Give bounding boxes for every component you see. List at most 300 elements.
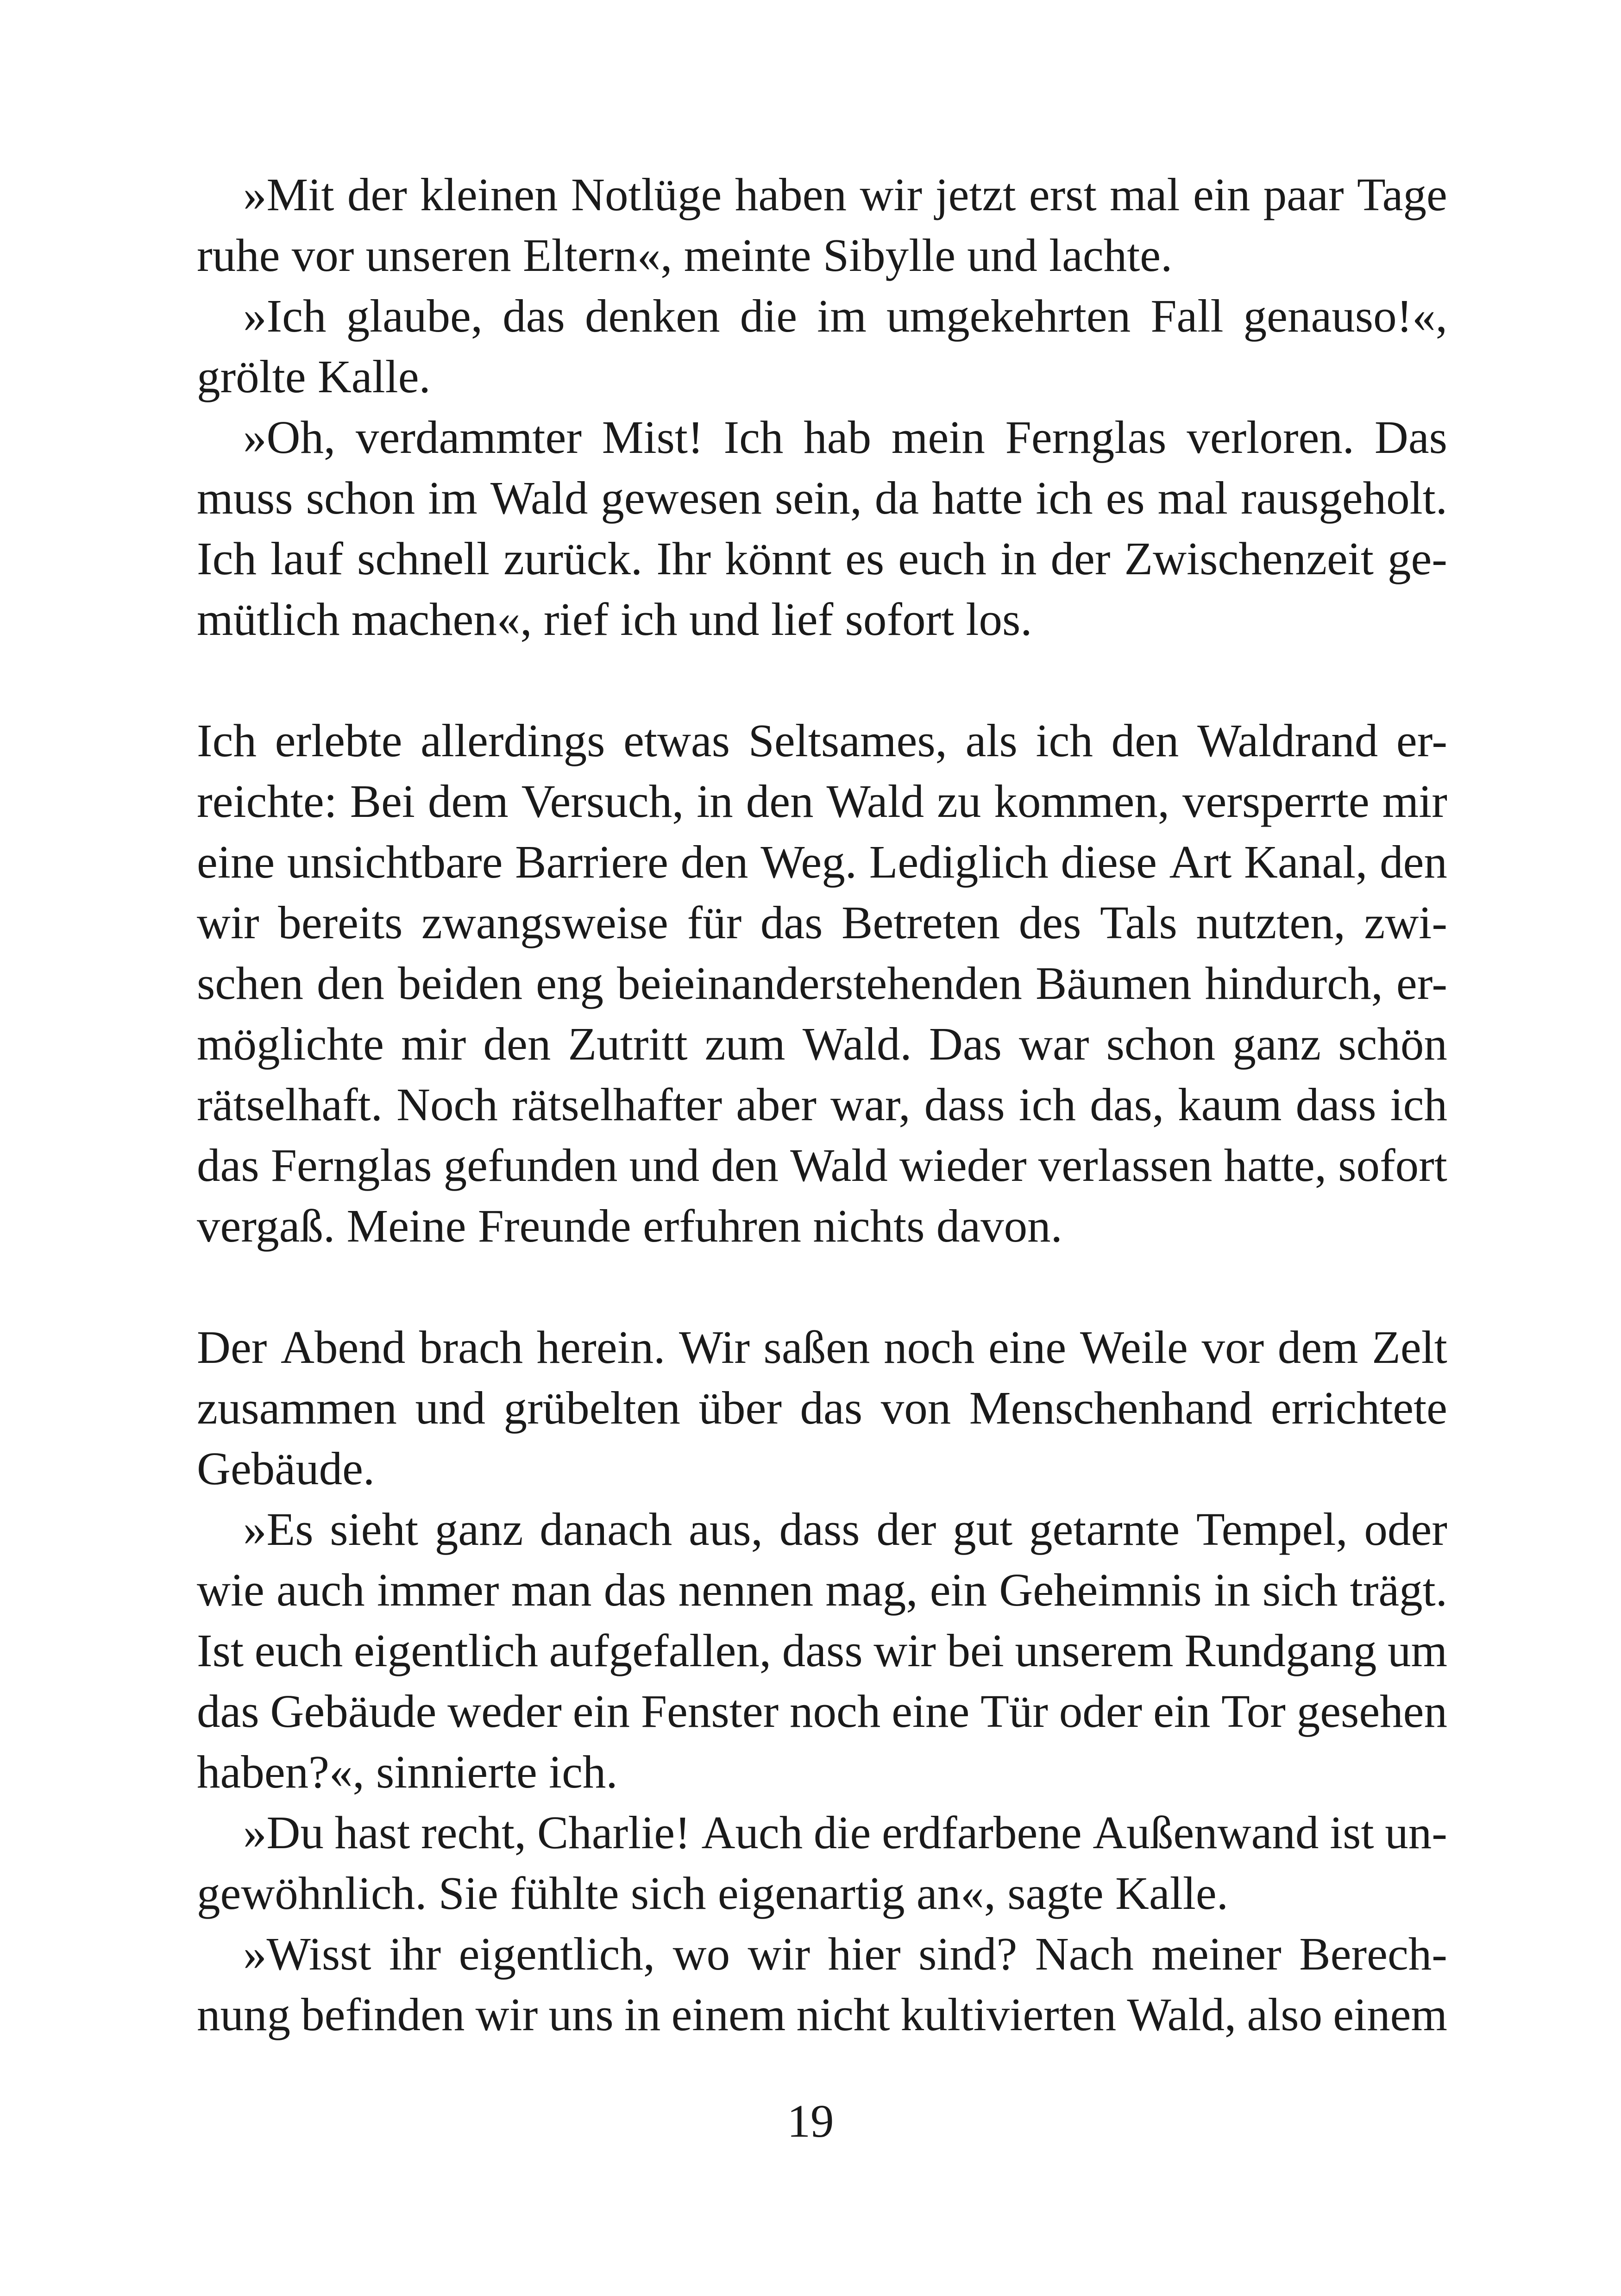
word: Eltern«, <box>522 229 672 281</box>
word: ich <box>1036 715 1093 766</box>
word: mir <box>1382 775 1447 827</box>
word: sieht <box>330 1503 419 1555</box>
word: gewesen <box>601 472 762 524</box>
word: Wald, <box>1127 1989 1237 2040</box>
word: immer <box>377 1564 499 1616</box>
word: nung <box>197 1989 290 2040</box>
word: des <box>1018 897 1081 948</box>
word: hast <box>334 1807 410 1858</box>
word: ich <box>1036 472 1093 524</box>
word: sofort <box>1338 1139 1447 1191</box>
word: in <box>1000 533 1037 584</box>
word: ganz <box>1232 1018 1321 1070</box>
text-line <box>197 407 1447 468</box>
word: das <box>197 1139 259 1191</box>
word: und <box>689 593 760 645</box>
text-line <box>197 1620 1447 1681</box>
word: der <box>347 169 407 220</box>
word: muss <box>197 472 293 524</box>
text-line <box>197 1014 1447 1074</box>
word: aus, <box>689 1503 763 1555</box>
paragraph <box>197 1499 1447 1802</box>
word: und <box>629 1139 700 1191</box>
word: mir <box>401 1018 466 1070</box>
word: Berech- <box>1299 1928 1447 1980</box>
word: ein <box>1193 169 1250 220</box>
text-line <box>197 528 1447 589</box>
paragraph <box>197 407 1447 650</box>
word: vergaß. <box>197 1200 335 1252</box>
word: er- <box>1396 957 1447 1009</box>
text-line <box>197 1863 1447 1924</box>
word: fühlte <box>510 1867 619 1919</box>
word: brach <box>419 1321 523 1373</box>
word: rief <box>543 593 609 645</box>
word: bei <box>947 1625 1004 1676</box>
paragraph <box>197 286 1447 407</box>
text-line <box>197 1196 1447 1256</box>
word: verlassen <box>1038 1139 1213 1191</box>
word: Zelt <box>1372 1321 1447 1373</box>
word: eine <box>892 1685 970 1737</box>
word: Ist <box>197 1625 244 1676</box>
word: kommen, <box>994 775 1170 827</box>
word: in <box>1214 1564 1250 1616</box>
word: dass <box>779 1503 860 1555</box>
word: mal <box>1110 169 1180 220</box>
word: trägt. <box>1350 1564 1447 1616</box>
word: los. <box>966 593 1032 645</box>
word: Wir <box>679 1321 750 1373</box>
word: lauf <box>270 533 344 584</box>
word: saßen <box>763 1321 870 1373</box>
word: Barriere <box>515 836 668 888</box>
text-line <box>197 589 1447 650</box>
word: Ich <box>197 533 257 584</box>
word: Kanal, <box>1244 836 1368 888</box>
word: Wald <box>790 1139 888 1191</box>
word: die <box>813 1807 871 1858</box>
word: getarnte <box>1029 1503 1180 1555</box>
word: möglichte <box>197 1018 384 1070</box>
word: errichtete <box>1270 1382 1447 1434</box>
word: noch <box>789 1685 881 1737</box>
word: könnt <box>725 533 832 584</box>
word: sich <box>1262 1564 1338 1616</box>
word: mütlich <box>197 593 340 645</box>
word: Der <box>197 1321 267 1373</box>
word: hab <box>804 411 872 463</box>
text-line <box>197 892 1447 953</box>
word: »Wisst <box>243 1928 371 1980</box>
word: haben <box>735 169 847 220</box>
word: schen <box>197 957 303 1009</box>
word: Art <box>1169 836 1232 888</box>
word: Ihr <box>656 533 711 584</box>
word: Sie <box>438 1867 498 1919</box>
word: unseren <box>365 229 511 281</box>
word: ein <box>930 1564 987 1616</box>
word: Notlüge <box>571 169 722 220</box>
word: da <box>874 472 919 524</box>
word: man <box>511 1564 592 1616</box>
word: erlebte <box>275 715 402 766</box>
word: um <box>1387 1625 1447 1676</box>
word: das <box>603 1564 666 1616</box>
word: Meine <box>346 1200 466 1252</box>
word: lief <box>771 593 834 645</box>
word: der <box>876 1503 936 1555</box>
word: an«, <box>916 1867 996 1919</box>
word: hindurch, <box>1205 957 1383 1009</box>
word: mag, <box>825 1564 918 1616</box>
word: Fall <box>1150 290 1224 342</box>
word: den <box>711 1139 779 1191</box>
word: grölte <box>197 351 306 402</box>
word: Gebäude <box>270 1685 437 1737</box>
word: den <box>317 957 384 1009</box>
word: war, <box>830 1079 911 1130</box>
word: Außenwand <box>1093 1807 1319 1858</box>
word: nicht <box>796 1989 890 2040</box>
word: in <box>697 775 733 827</box>
word: wie <box>197 1564 264 1616</box>
word: Zwischenzeit <box>1124 533 1374 584</box>
paragraph <box>197 1317 1447 1499</box>
word: aufgefallen, <box>549 1625 772 1676</box>
word: ich <box>1390 1079 1447 1130</box>
word: oder <box>1364 1503 1447 1555</box>
word: zwangsweise <box>421 897 668 948</box>
word: schon <box>1106 1018 1216 1070</box>
word: unsichtbare <box>287 836 503 888</box>
text-line <box>197 1681 1447 1742</box>
word: es <box>845 533 885 584</box>
word: rätselhafter <box>511 1079 723 1130</box>
paragraph <box>197 710 1447 1256</box>
word: das, <box>1090 1079 1164 1130</box>
word: hatte, <box>1224 1139 1327 1191</box>
word: den <box>746 775 814 827</box>
word: machen«, <box>351 593 532 645</box>
word: gut <box>953 1503 1013 1555</box>
word: Tals <box>1100 897 1177 948</box>
word: allerdings <box>421 715 605 766</box>
word: Sibylle <box>823 229 956 281</box>
word: und <box>415 1382 485 1434</box>
text-line <box>197 164 1447 225</box>
word: das <box>197 1685 259 1737</box>
word: beiden <box>397 957 523 1009</box>
word: schon <box>306 472 415 524</box>
word: und <box>967 229 1037 281</box>
word: in <box>624 1989 661 2040</box>
word: meinte <box>684 229 811 281</box>
word: nichts <box>813 1200 925 1252</box>
page-body <box>197 164 1447 2045</box>
word: kleinen <box>420 169 558 220</box>
word: recht, <box>421 1807 527 1858</box>
word: kaum <box>1178 1079 1282 1130</box>
word: un- <box>1385 1807 1447 1858</box>
word: Betreten <box>842 897 1000 948</box>
word: bereits <box>278 897 403 948</box>
word: danach <box>540 1503 672 1555</box>
text-line <box>197 1499 1447 1560</box>
word: unserem <box>1015 1625 1174 1676</box>
word: auch <box>276 1564 365 1616</box>
word: oder <box>1059 1685 1143 1737</box>
word: dem <box>1277 1321 1358 1373</box>
word: Tempel, <box>1196 1503 1348 1555</box>
word: schnell <box>357 533 490 584</box>
text-line <box>197 1984 1447 2045</box>
word: schön <box>1338 1018 1447 1070</box>
word: genauso!«, <box>1243 290 1447 342</box>
word: zusammen <box>197 1382 397 1434</box>
word: Rundgang <box>1184 1625 1377 1676</box>
word: Freunde <box>478 1200 631 1252</box>
word: Gebäude. <box>197 1443 375 1494</box>
word: Tage <box>1357 169 1447 220</box>
word: ich. <box>549 1746 618 1798</box>
word: paar <box>1263 169 1344 220</box>
word: sinnierte <box>376 1746 537 1798</box>
text-line <box>197 832 1447 892</box>
word: »Mit <box>243 169 334 220</box>
word: euch <box>254 1625 343 1676</box>
word: zwi- <box>1364 897 1447 948</box>
word: zurück. <box>503 533 643 584</box>
word: denken <box>584 290 720 342</box>
word: nutzten, <box>1196 897 1345 948</box>
word: den <box>1111 715 1179 766</box>
word: den <box>483 1018 551 1070</box>
word: eigenartig <box>717 1867 905 1919</box>
text-line <box>197 771 1447 832</box>
word: sofort <box>845 593 955 645</box>
word: Tor <box>1221 1685 1286 1737</box>
word: Mist! <box>602 411 704 463</box>
word: er- <box>1396 715 1447 766</box>
word: zum <box>704 1018 785 1070</box>
paragraph <box>197 164 1447 286</box>
word: für <box>687 897 742 948</box>
word: dass <box>782 1625 863 1676</box>
word: hier <box>828 1928 901 1980</box>
word: Geheimnis <box>999 1564 1202 1616</box>
word: mein <box>891 411 985 463</box>
word: versperrte <box>1182 775 1370 827</box>
word: »Es <box>243 1503 314 1555</box>
word: ist <box>1330 1807 1374 1858</box>
word: Seltsames, <box>748 715 947 766</box>
word: den <box>1380 836 1447 888</box>
word: ge- <box>1387 533 1447 584</box>
page-number: 19 <box>787 2095 834 2147</box>
word: verloren. <box>1187 411 1355 463</box>
word: dass <box>1295 1079 1376 1130</box>
word: Kalle. <box>1115 1867 1228 1919</box>
text-line <box>197 1378 1447 1438</box>
text-line <box>197 1742 1447 1802</box>
word: das <box>800 1382 863 1434</box>
word: nennen <box>678 1564 814 1616</box>
word: Weile <box>1080 1321 1188 1373</box>
word: Das <box>1374 411 1447 463</box>
word: meiner <box>1151 1928 1282 1980</box>
text-line <box>197 953 1447 1014</box>
word: rausgeholt. <box>1241 472 1447 524</box>
word: weder <box>447 1685 562 1737</box>
word: das <box>503 290 565 342</box>
word: ein <box>572 1685 630 1737</box>
word: verdammter <box>356 411 582 463</box>
word: dem <box>427 775 509 827</box>
word: eng <box>536 957 603 1009</box>
text-line <box>197 710 1447 771</box>
word: erdfarbene <box>881 1807 1082 1858</box>
word: haben?«, <box>197 1746 364 1798</box>
word: davon. <box>936 1200 1062 1252</box>
text-line <box>197 346 1447 407</box>
word: vor <box>1201 1321 1264 1373</box>
text-line <box>197 1135 1447 1196</box>
word: den <box>680 836 748 888</box>
word: sich <box>630 1867 706 1919</box>
word: Wald. <box>802 1018 912 1070</box>
word: eigentlich, <box>459 1928 655 1980</box>
word: dass <box>924 1079 1005 1130</box>
word: mal <box>1157 472 1228 524</box>
word: eine <box>988 1321 1067 1373</box>
paragraph <box>197 1802 1447 1924</box>
word: Abend <box>281 1321 406 1373</box>
word: gefunden <box>443 1139 618 1191</box>
word: also <box>1247 1989 1323 2040</box>
word: jetzt <box>935 169 1016 220</box>
word: gesehen <box>1296 1685 1447 1737</box>
word: Versuch, <box>521 775 684 827</box>
word: Bäumen <box>1035 957 1192 1009</box>
text-line <box>197 286 1447 346</box>
word: wir <box>860 169 923 220</box>
word: uns <box>548 1989 614 2040</box>
word: »Ich <box>243 290 327 342</box>
word: über <box>698 1382 782 1434</box>
word: Nach <box>1035 1928 1134 1980</box>
text-line <box>197 1074 1447 1135</box>
word: ihr <box>389 1928 441 1980</box>
text-line <box>197 1317 1447 1378</box>
text-line <box>197 225 1447 286</box>
word: als <box>965 715 1018 766</box>
text-line <box>197 1802 1447 1863</box>
word: Charlie! <box>537 1807 691 1858</box>
word: eigentlich <box>353 1625 539 1676</box>
word: Waldrand <box>1197 715 1378 766</box>
word: ruhe <box>197 229 280 281</box>
word: Fernglas <box>1005 411 1167 463</box>
word: sind? <box>918 1928 1018 1980</box>
word: Das <box>929 1018 1002 1070</box>
word: Zutritt <box>568 1018 688 1070</box>
word: Noch <box>396 1079 498 1130</box>
word: lachte. <box>1049 229 1173 281</box>
word: Tür <box>980 1685 1048 1737</box>
word: hatte <box>932 472 1023 524</box>
word: wir <box>197 897 259 948</box>
word: im <box>428 472 478 524</box>
word: war <box>1019 1018 1089 1070</box>
word: ich <box>620 593 678 645</box>
text-line <box>197 1560 1447 1620</box>
word: herein. <box>536 1321 666 1373</box>
word: Auch <box>701 1807 803 1858</box>
word: Fernglas <box>270 1139 432 1191</box>
word: ich <box>1018 1079 1076 1130</box>
paragraph <box>197 1924 1447 2045</box>
word: kultivierten <box>900 1989 1117 2040</box>
text-line <box>197 1924 1447 1984</box>
word: wir <box>475 1989 538 2040</box>
word: Lediglich <box>869 836 1049 888</box>
word: »Du <box>243 1807 324 1858</box>
word: einem <box>1333 1989 1447 2040</box>
word: diese <box>1061 836 1157 888</box>
word: eine <box>197 836 275 888</box>
text-line <box>197 1438 1447 1499</box>
word: Ich <box>197 715 257 766</box>
word: beieinanderstehenden <box>617 957 1022 1009</box>
word: Fenster <box>641 1685 779 1737</box>
word: Wald <box>490 472 588 524</box>
word: glaube, <box>346 290 483 342</box>
word: im <box>817 290 867 342</box>
word: noch <box>884 1321 975 1373</box>
word: wir <box>873 1625 936 1676</box>
word: sagte <box>1007 1867 1104 1919</box>
word: grübelten <box>503 1382 680 1434</box>
word: wieder <box>899 1139 1027 1191</box>
word: der <box>1050 533 1111 584</box>
word: ganz <box>434 1503 523 1555</box>
word: erst <box>1029 169 1097 220</box>
word: etwas <box>623 715 730 766</box>
word: es <box>1106 472 1145 524</box>
word: von <box>880 1382 951 1434</box>
word: befinden <box>301 1989 465 2040</box>
word: die <box>740 290 798 342</box>
word: ein <box>1153 1685 1211 1737</box>
word: das <box>760 897 823 948</box>
word: vor <box>291 229 354 281</box>
word: umgekehrten <box>886 290 1131 342</box>
word: erfuhren <box>642 1200 802 1252</box>
word: reichte: <box>197 775 337 827</box>
word: zu <box>937 775 981 827</box>
text-line <box>197 468 1447 528</box>
word: aber <box>736 1079 817 1130</box>
word: wo <box>672 1928 730 1980</box>
word: Kalle. <box>317 351 431 402</box>
word: Wald <box>826 775 924 827</box>
word: rätselhaft. <box>197 1079 383 1130</box>
word: Ich <box>723 411 784 463</box>
word: Bei <box>350 775 415 827</box>
word: »Oh, <box>243 411 336 463</box>
word: Menschenhand <box>969 1382 1253 1434</box>
